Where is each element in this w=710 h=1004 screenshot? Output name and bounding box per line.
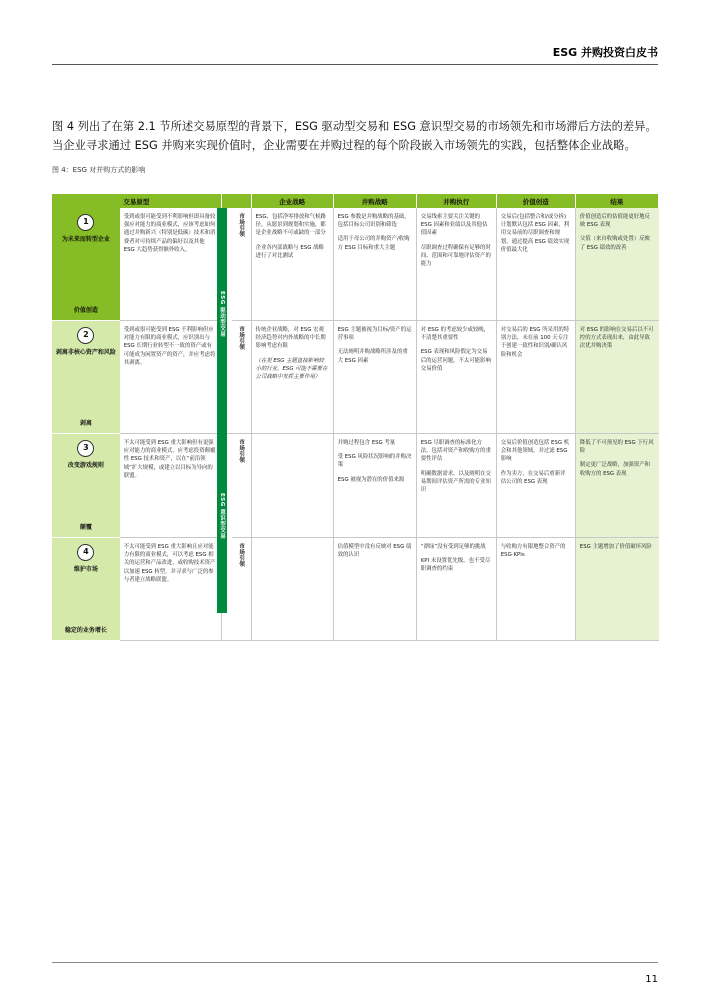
archetype-title: 剥离非核心资产和风险 xyxy=(55,349,116,356)
strategy-cell xyxy=(251,538,333,641)
esg-ma-table xyxy=(52,194,659,641)
execution-cell: ESG 尽职调查的标准化方法，包括对资产和收购方的重要性评估 明确数据需求，以及阐明在交易期间评估资产所需的专业知识 xyxy=(416,434,496,538)
archetype-description: 不太可能受到 ESG 重大影响且应对能力有限的商业模式，可以考虑 ESG 相关的运营和产品改进，或收购技术资产以加速 ESG 转型，并寻求与广泛的参与者建立战略联盟。 xyxy=(120,538,222,641)
ma-strategy-cell: 估值模型中没有反映对 ESG 绩效的认识 xyxy=(333,538,416,641)
archetype-cell xyxy=(52,434,120,538)
archetype-outcome: 稳定的业务增长 xyxy=(64,626,107,634)
value-cell: 交易后价值创造包括 ESG 机会和其他领域，并过滤 ESG 影响 作为卖方，在交易后重新评估公司的 ESG 表现 xyxy=(496,434,575,538)
archetype-number: 4 xyxy=(77,544,94,561)
ma-strategy-cell: ESG 参数是并购战略的基础，包括目标公司识别和筛选 适用于母公司的并购资产/收购方 ESG 目标和重大主题 xyxy=(333,208,416,321)
execution-cell: “漂绿”没有受到足够的挑战 KPI 未设置优先级，也不受尽职调查的约束 xyxy=(416,538,496,641)
archetype-outcome: 颠覆 xyxy=(79,523,92,531)
header-result: 结果 xyxy=(575,194,658,208)
table-header-row xyxy=(52,194,659,208)
table-row xyxy=(52,208,659,321)
archetype-outcome: 剥离 xyxy=(79,419,92,427)
archetype-cell xyxy=(52,321,120,434)
archetype-title: 改变游戏规则 xyxy=(67,462,104,469)
archetype-number: 1 xyxy=(77,214,94,231)
figure-caption: 图 4：ESG 对并购方式的影响 xyxy=(52,166,146,174)
header-rule xyxy=(52,64,658,65)
archetype-number: 3 xyxy=(77,440,94,457)
market-position: 市场引领 xyxy=(232,321,251,434)
strategy-cell: ESG、包括净零排放和气候路径，从愿景到规划和实施，都是企业战略不可或缺的一部分 企业各内部战略与 ESG 战略进行了对比测试 xyxy=(251,208,333,321)
intro-paragraph: 图 4 列出了在第 2.1 节所述交易原型的背景下，ESG 驱动型交易和 ESG 意识型交易的市场领先和市场滞后方法的差异。当企业寻求通过 ESG 并购来实现价值时，企业需要在并购过程的每个阶段嵌入市场领先的实践，包括整体企业战略。 xyxy=(52,120,657,152)
value-cell: 对交易后的 ESG 所采用的特别方法，未在前 100 天专注于创建一致性和识别/确认风险和机会 xyxy=(496,321,575,434)
header-ma-execution: 并购执行 xyxy=(416,194,496,208)
footer-rule xyxy=(52,962,658,963)
value-cell: 与收购方有限地整合资产的 ESG KPIs xyxy=(496,538,575,641)
archetype-description: 受到或很可能受到 ESG 不利影响但应对能力有限的商业模式，应识别出与 ESG 长期行业转型不一致的资产或有可能成为闲置资产的资产，并应考虑将其剥离。 xyxy=(120,321,222,434)
ma-strategy-cell: 并购过程包含 ESG 考量 受 ESG 风险状况影响的并购决策 ESG 被视为潜在的价值来源 xyxy=(333,434,416,538)
ma-strategy-cell: ESG 主题被视为目标/资产的运营事项 无法阐明并购战略所涉及的重大 ESG 因素 xyxy=(333,321,416,434)
archetype-number: 2 xyxy=(77,327,94,344)
band-esg-aware-label: ESG 意识型交易 xyxy=(217,420,227,613)
archetype-outcome: 价值创造 xyxy=(73,306,98,314)
page-number: 11 xyxy=(645,974,658,985)
header-archetype: 交易原型 xyxy=(52,194,221,208)
market-position: 市场引领 xyxy=(232,538,251,641)
market-position: 市场引领 xyxy=(232,208,251,321)
result-cell: ESG 主题增加了价值破坏风险 xyxy=(575,538,658,641)
table-row xyxy=(52,321,659,434)
result-cell: 对 ESG 的影响在交易后以不可控的方式表现出来，由此导致次优并购决策 xyxy=(575,321,658,434)
band-esg-driven-label: ESG 驱动型交易 xyxy=(217,208,227,420)
archetype-description: 不太可能受到 ESG 重大影响但有更强应对能力的商业模式，应考虑投资颠覆性 ESG 技术和资产，以在“前沿领域”扩大规模，或建立以目标为导向的联盟。 xyxy=(120,434,222,538)
market-position: 市场引领 xyxy=(232,434,251,538)
result-cell: 价值创造后的估值能更好地反映 ESG 表现 父值（来自收购或处置）反映了 ESG 绩效的改善 xyxy=(575,208,658,321)
execution-cell: 对 ESG 的考虑较少或较晚，不清楚其重要性 ESG 表现和风险假定为交易后的运营问题，不太可能影响交易价值 xyxy=(416,321,496,434)
value-cell: 交易后(包括整合和/或分拆)计划默认包括 ESG 因素，利用交易前的尽职调查和规划，通过提高 ESG 绩效实现价值最大化 xyxy=(496,208,575,321)
header-title: ESG 并购投资白皮书 xyxy=(552,46,658,59)
header-ma-strategy: 并购战略 xyxy=(333,194,416,208)
result-cell: 降低了不可预见的 ESG 下行风险 制定更广泛战略，加强资产和收购方的 ESG 表现 xyxy=(575,434,658,538)
strategy-cell: 传统企业战略，对 ESG 宏观经济趋势对内外战略的中长期影响考虑有限 （在更 ESG 主题直接影响较小的行业，ESG 可能不需要在公司战略中发挥主要作用） xyxy=(251,321,333,434)
header-blank xyxy=(221,194,251,208)
header-value-creation: 价值创造 xyxy=(496,194,575,208)
archetype-title: 维护市场 xyxy=(73,566,98,573)
execution-cell: 交易线索主要关注关键的 ESG 因素和业绩以及其他估值因素 尽职调查过程确保有足够的时间、范围和可靠地评估资产的能力 xyxy=(416,208,496,321)
table-row xyxy=(52,538,659,641)
header-corporate-strategy: 企业战略 xyxy=(251,194,333,208)
strategy-cell xyxy=(251,434,333,538)
archetype-title: 为未来而转型企业 xyxy=(61,236,110,243)
archetype-cell xyxy=(52,538,120,641)
archetype-cell xyxy=(52,208,120,321)
table-row xyxy=(52,434,659,538)
archetype-description: 受到或很可能受到不利影响但即具备较强应对能力的商业模式，应该考虑如何通过并购新兴（特别是低碳）技术和消费者对可持续产品的偏好以及其他 ESG 大趋势获得额外收入。 xyxy=(120,208,222,321)
